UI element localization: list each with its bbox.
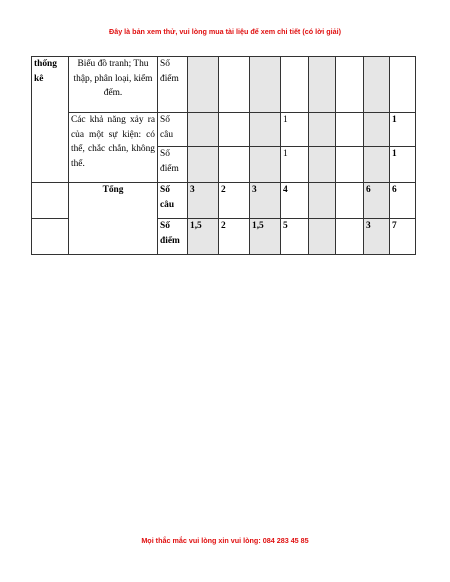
total-label: Tổng [69,183,158,255]
content-cell: Biểu đồ tranh; Thu thập, phân loại, kiểm đếm. [69,57,158,113]
value-cell [309,57,336,113]
value-cell [219,57,250,113]
content-cell: Các khả năng xảy ra của một sự kiện: có thể, chắc chắn, không thể. [69,113,158,183]
value-cell [336,147,364,183]
value-cell [309,147,336,183]
value-cell [336,57,364,113]
value-cell: 7 [390,219,416,255]
value-cell: 4 [281,183,309,219]
value-cell: 6 [390,183,416,219]
value-cell [336,113,364,147]
value-cell: 1 [281,147,309,183]
table-row [32,183,416,219]
value-cell [188,57,219,113]
value-cell [309,113,336,147]
table-row [32,113,416,147]
type-cell: Số điểm [158,219,188,255]
value-cell [281,57,309,113]
total-topic-cell [32,219,69,255]
value-cell: 1,5 [250,219,281,255]
value-cell: 1 [281,113,309,147]
type-cell: Số điểm [158,147,188,183]
value-cell [309,183,336,219]
value-cell [219,147,250,183]
value-cell: 1 [390,113,416,147]
value-cell [250,57,281,113]
value-cell [364,57,390,113]
value-cell [364,147,390,183]
value-cell: 3 [364,219,390,255]
value-cell [390,57,416,113]
preview-notice-banner: Đây là bản xem thử, vui lòng mua tài liệu để xem chi tiết (có lời giải) [109,27,341,36]
topic-cell: thống kê [32,57,69,183]
value-cell [188,113,219,147]
value-cell [219,113,250,147]
contact-banner: Mọi thắc mắc vui lòng xin vui lòng: 084 283 45 85 [141,536,309,545]
value-cell: 1,5 [188,219,219,255]
value-cell: 5 [281,219,309,255]
assessment-matrix-table [31,56,416,255]
value-cell: 2 [219,183,250,219]
type-cell: Số điểm [158,57,188,113]
value-cell [250,113,281,147]
total-topic-cell [32,183,69,219]
value-cell: 1 [390,147,416,183]
value-cell [309,219,336,255]
type-cell: Số câu [158,113,188,147]
value-cell: 3 [188,183,219,219]
value-cell [188,147,219,183]
value-cell [250,147,281,183]
value-cell: 2 [219,219,250,255]
type-cell: Số câu [158,183,188,219]
value-cell [336,219,364,255]
value-cell [364,113,390,147]
value-cell: 3 [250,183,281,219]
table-row [32,57,416,113]
value-cell [336,183,364,219]
value-cell: 6 [364,183,390,219]
